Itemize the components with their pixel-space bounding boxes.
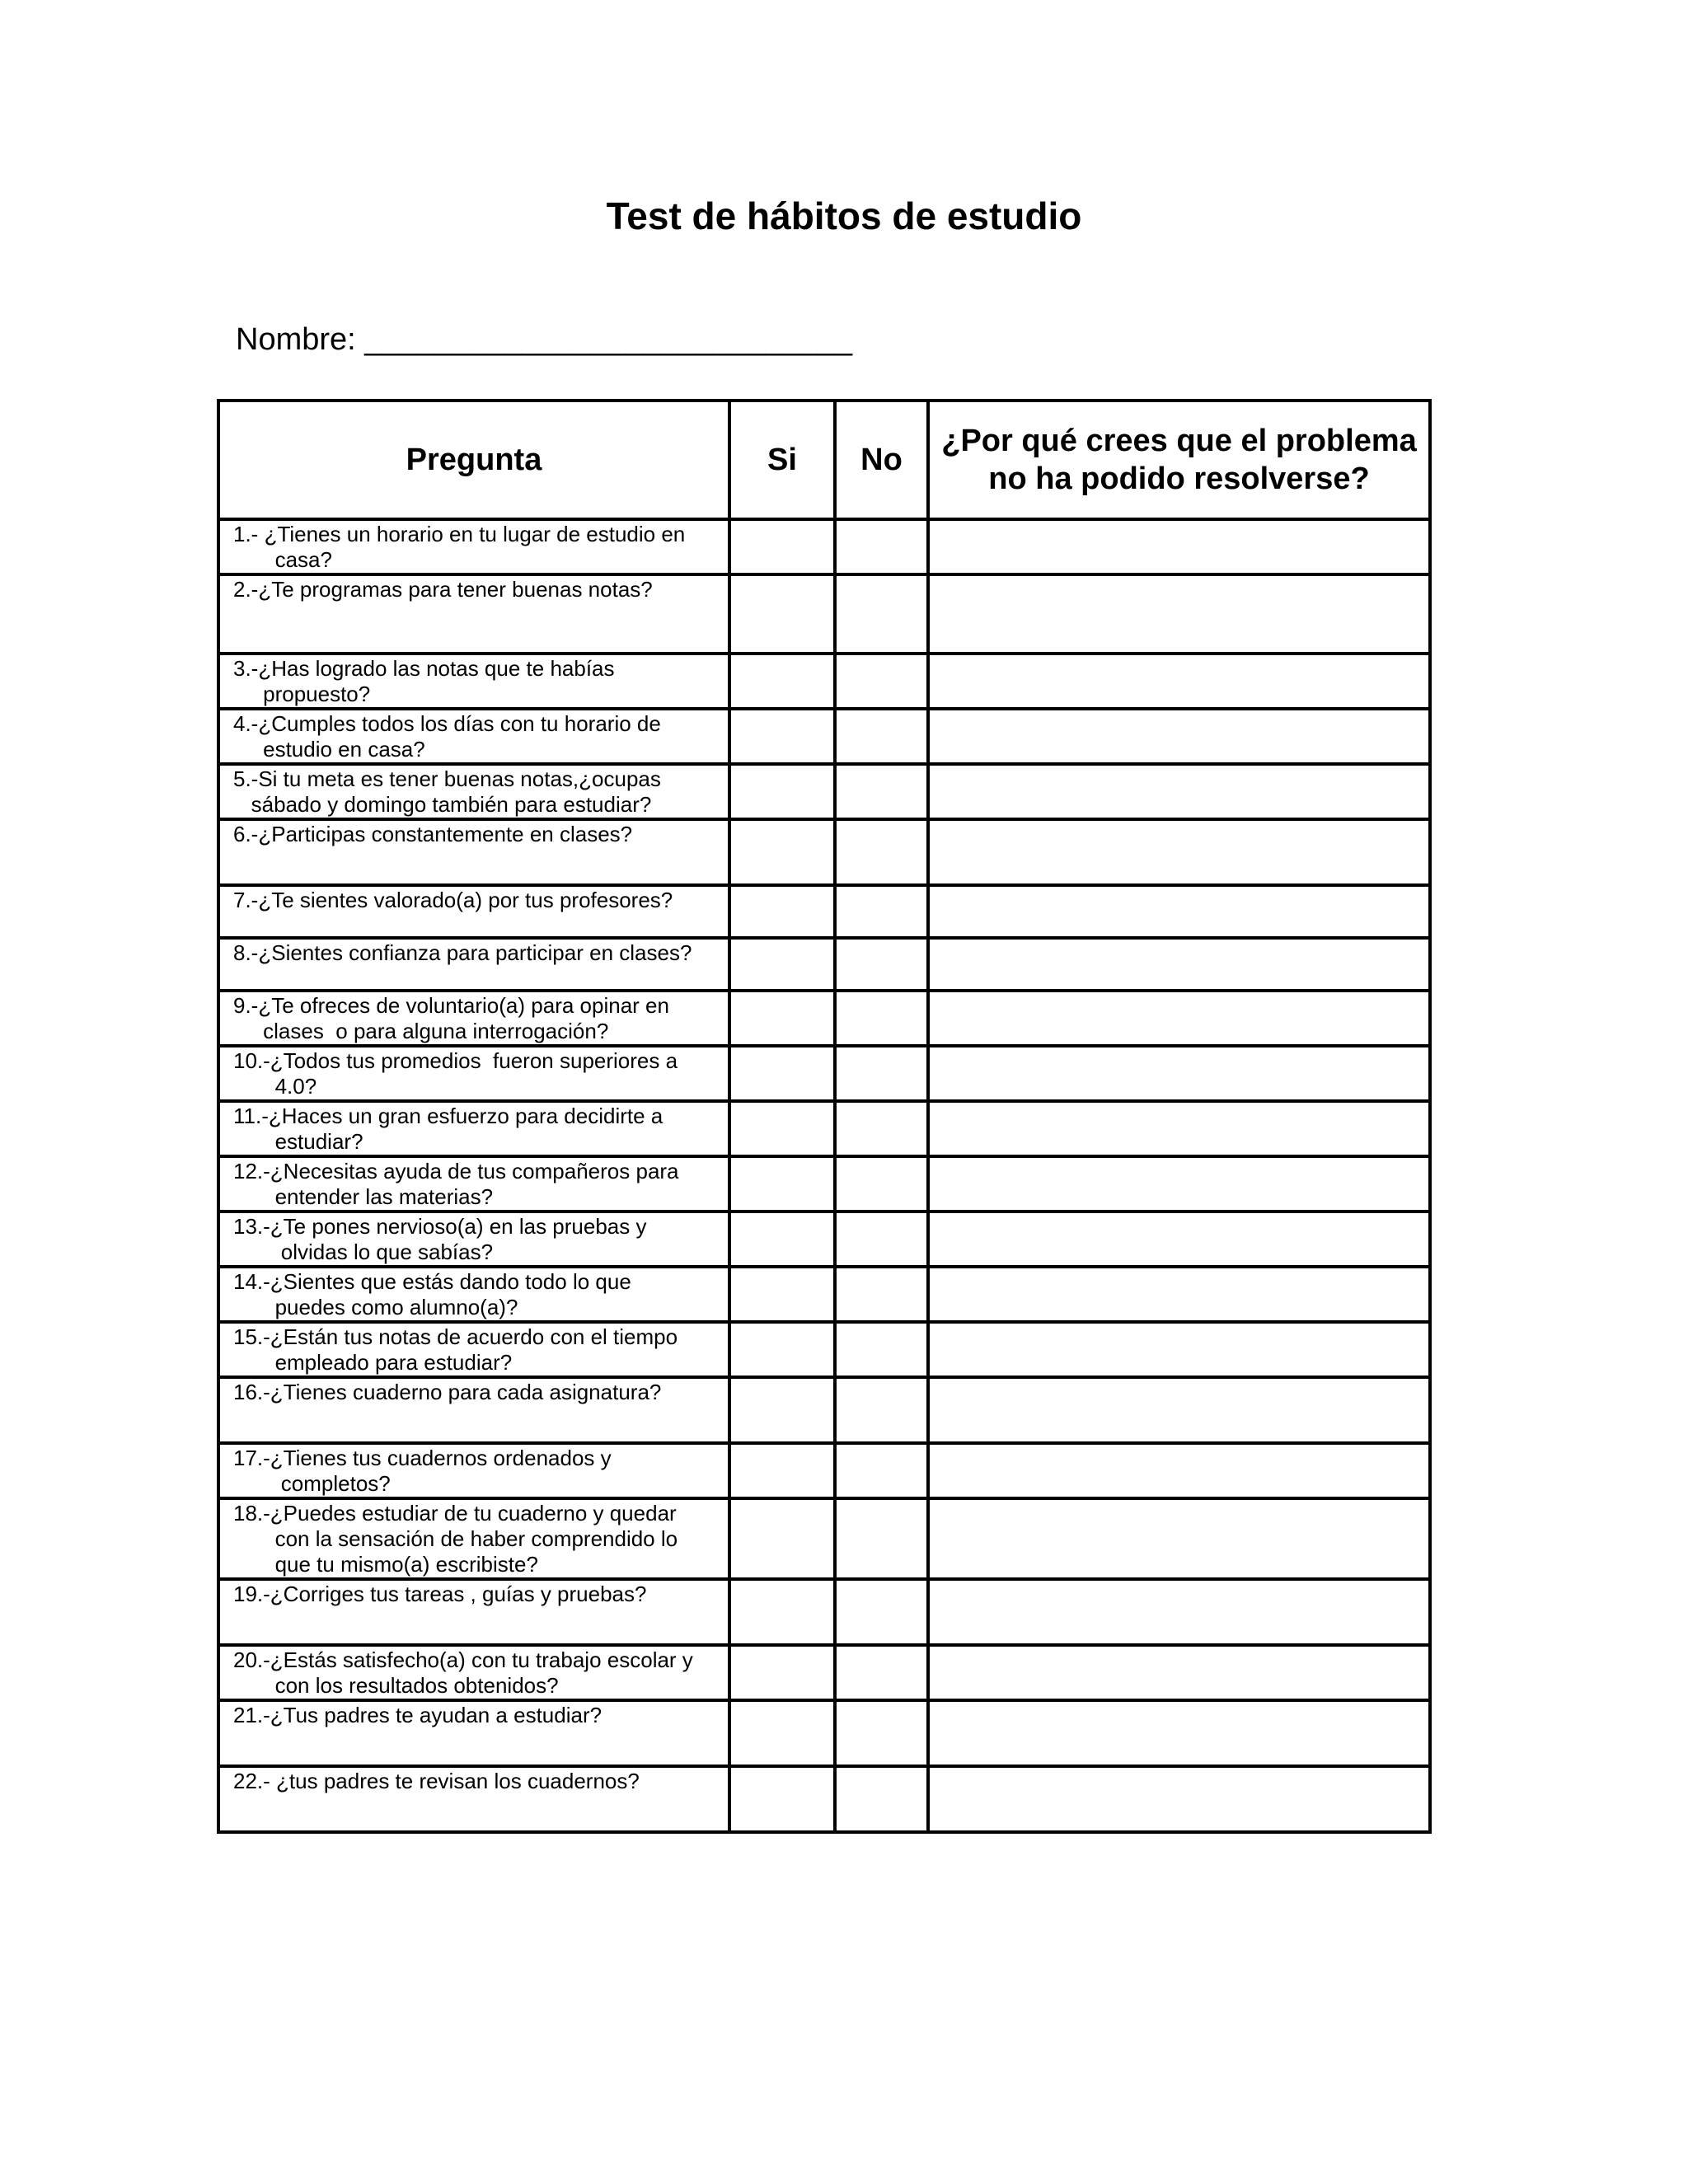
table-row	[218, 1101, 1430, 1156]
answer-si-cell[interactable]	[729, 574, 835, 654]
table-row	[218, 1212, 1430, 1267]
page-title: Test de hábitos de estudio	[606, 194, 1082, 237]
answer-si-cell[interactable]	[729, 938, 835, 991]
table-row	[218, 938, 1430, 991]
answer-no-cell[interactable]	[835, 885, 928, 938]
why-answer-cell[interactable]	[928, 1267, 1430, 1322]
answer-no-cell[interactable]	[835, 654, 928, 709]
answer-no-cell[interactable]	[835, 709, 928, 764]
why-answer-cell[interactable]	[928, 1579, 1430, 1645]
question-text: 7.-¿Te sientes valorado(a) por tus profesores?	[218, 885, 729, 938]
answer-si-cell[interactable]	[729, 885, 835, 938]
question-text: 6.-¿Participas constantemente en clases?	[218, 819, 729, 885]
answer-no-cell[interactable]	[835, 1322, 928, 1377]
answer-si-cell[interactable]	[729, 709, 835, 764]
table-row	[218, 574, 1430, 654]
answer-no-cell[interactable]	[835, 1046, 928, 1101]
table-row	[218, 885, 1430, 938]
answer-no-cell[interactable]	[835, 938, 928, 991]
name-field[interactable]: Nombre: ____________________________	[236, 322, 853, 357]
why-answer-cell[interactable]	[928, 1156, 1430, 1212]
answer-no-cell[interactable]	[835, 1498, 928, 1579]
table-row	[218, 1498, 1430, 1579]
answer-no-cell[interactable]	[835, 1443, 928, 1498]
table-row	[218, 519, 1430, 574]
answer-si-cell[interactable]	[729, 1579, 835, 1645]
table-row	[218, 1700, 1430, 1766]
why-answer-cell[interactable]	[928, 1443, 1430, 1498]
answer-si-cell[interactable]	[729, 1156, 835, 1212]
why-answer-cell[interactable]	[928, 1700, 1430, 1766]
answer-no-cell[interactable]	[835, 1645, 928, 1700]
table-row	[218, 764, 1430, 819]
answer-no-cell[interactable]	[835, 574, 928, 654]
table-row	[218, 1322, 1430, 1377]
table-row	[218, 1046, 1430, 1101]
question-text: 4.-¿Cumples todos los días con tu horario de estudio en casa?	[218, 709, 729, 764]
answer-no-cell[interactable]	[835, 991, 928, 1046]
why-answer-cell[interactable]	[928, 519, 1430, 574]
question-text: 5.-Si tu meta es tener buenas notas,¿ocupas sábado y domingo también para estudiar?	[218, 764, 729, 819]
question-text: 20.-¿Estás satisfecho(a) con tu trabajo escolar y con los resultados obtenidos?	[218, 1645, 729, 1700]
table-row	[218, 1443, 1430, 1498]
question-text: 8.-¿Sientes confianza para participar en clases?	[218, 938, 729, 991]
answer-si-cell[interactable]	[729, 764, 835, 819]
table-row	[218, 1766, 1430, 1832]
answer-si-cell[interactable]	[729, 991, 835, 1046]
answer-si-cell[interactable]	[729, 1443, 835, 1498]
table-row	[218, 1377, 1430, 1443]
table-row	[218, 1579, 1430, 1645]
why-answer-cell[interactable]	[928, 709, 1430, 764]
answer-si-cell[interactable]	[729, 1322, 835, 1377]
question-text: 15.-¿Están tus notas de acuerdo con el tiempo empleado para estudiar?	[218, 1322, 729, 1377]
answer-si-cell[interactable]	[729, 654, 835, 709]
questionnaire-table	[217, 399, 1432, 1834]
table-row	[218, 1156, 1430, 1212]
answer-si-cell[interactable]	[729, 1101, 835, 1156]
header-why: ¿Por qué crees que el problema no ha podido resolverse?	[928, 401, 1430, 519]
table-row	[218, 709, 1430, 764]
why-answer-cell[interactable]	[928, 1498, 1430, 1579]
header-question: Pregunta	[218, 401, 729, 519]
why-answer-cell[interactable]	[928, 1101, 1430, 1156]
answer-si-cell[interactable]	[729, 1212, 835, 1267]
answer-si-cell[interactable]	[729, 1046, 835, 1101]
answer-si-cell[interactable]	[729, 1498, 835, 1579]
why-answer-cell[interactable]	[928, 1322, 1430, 1377]
question-text: 18.-¿Puedes estudiar de tu cuaderno y quedar con la sensación de haber comprendido lo que tu mismo(a) escribiste?	[218, 1498, 729, 1579]
table-row	[218, 1645, 1430, 1700]
why-answer-cell[interactable]	[928, 938, 1430, 991]
why-answer-cell[interactable]	[928, 1046, 1430, 1101]
questions-body	[218, 519, 1430, 1832]
question-text: 1.- ¿Tienes un horario en tu lugar de estudio en casa?	[218, 519, 729, 574]
question-text: 17.-¿Tienes tus cuadernos ordenados y completos?	[218, 1443, 729, 1498]
question-text: 3.-¿Has logrado las notas que te habías propuesto?	[218, 654, 729, 709]
answer-no-cell[interactable]	[835, 1212, 928, 1267]
table-row	[218, 654, 1430, 709]
question-text: 2.-¿Te programas para tener buenas notas?	[218, 574, 729, 654]
answer-si-cell[interactable]	[729, 519, 835, 574]
header-yes: Si	[729, 401, 835, 519]
why-answer-cell[interactable]	[928, 1645, 1430, 1700]
table-row	[218, 819, 1430, 885]
question-text: 16.-¿Tienes cuaderno para cada asignatura?	[218, 1377, 729, 1443]
why-answer-cell[interactable]	[928, 654, 1430, 709]
answer-no-cell[interactable]	[835, 1377, 928, 1443]
question-text: 10.-¿Todos tus promedios fueron superiores a 4.0?	[218, 1046, 729, 1101]
answer-no-cell[interactable]	[835, 1101, 928, 1156]
question-text: 11.-¿Haces un gran esfuerzo para decidirte a estudiar?	[218, 1101, 729, 1156]
question-text: 12.-¿Necesitas ayuda de tus compañeros para entender las materias?	[218, 1156, 729, 1212]
answer-no-cell[interactable]	[835, 819, 928, 885]
answer-si-cell[interactable]	[729, 1766, 835, 1832]
answer-si-cell[interactable]	[729, 1700, 835, 1766]
answer-no-cell[interactable]	[835, 1579, 928, 1645]
question-text: 14.-¿Sientes que estás dando todo lo que puedes como alumno(a)?	[218, 1267, 729, 1322]
answer-no-cell[interactable]	[835, 519, 928, 574]
answer-no-cell[interactable]	[835, 1156, 928, 1212]
answer-si-cell[interactable]	[729, 1645, 835, 1700]
header-no: No	[835, 401, 928, 519]
answer-no-cell[interactable]	[835, 1267, 928, 1322]
answer-si-cell[interactable]	[729, 1267, 835, 1322]
answer-no-cell[interactable]	[835, 764, 928, 819]
why-answer-cell[interactable]	[928, 1766, 1430, 1832]
why-answer-cell[interactable]	[928, 1377, 1430, 1443]
why-answer-cell[interactable]	[928, 819, 1430, 885]
why-answer-cell[interactable]	[928, 764, 1430, 819]
answer-no-cell[interactable]	[835, 1700, 928, 1766]
why-answer-cell[interactable]	[928, 885, 1430, 938]
question-text: 13.-¿Te pones nervioso(a) en las pruebas y olvidas lo que sabías?	[218, 1212, 729, 1267]
question-text: 21.-¿Tus padres te ayudan a estudiar?	[218, 1700, 729, 1766]
answer-si-cell[interactable]	[729, 819, 835, 885]
why-answer-cell[interactable]	[928, 991, 1430, 1046]
question-text: 22.- ¿tus padres te revisan los cuadernos?	[218, 1766, 729, 1832]
question-text: 9.-¿Te ofreces de voluntario(a) para opinar en clases o para alguna interrogación?	[218, 991, 729, 1046]
answer-si-cell[interactable]	[729, 1377, 835, 1443]
table-row	[218, 1267, 1430, 1322]
answer-no-cell[interactable]	[835, 1766, 928, 1832]
table-row	[218, 991, 1430, 1046]
why-answer-cell[interactable]	[928, 1212, 1430, 1267]
why-answer-cell[interactable]	[928, 574, 1430, 654]
question-text: 19.-¿Corriges tus tareas , guías y pruebas?	[218, 1579, 729, 1645]
